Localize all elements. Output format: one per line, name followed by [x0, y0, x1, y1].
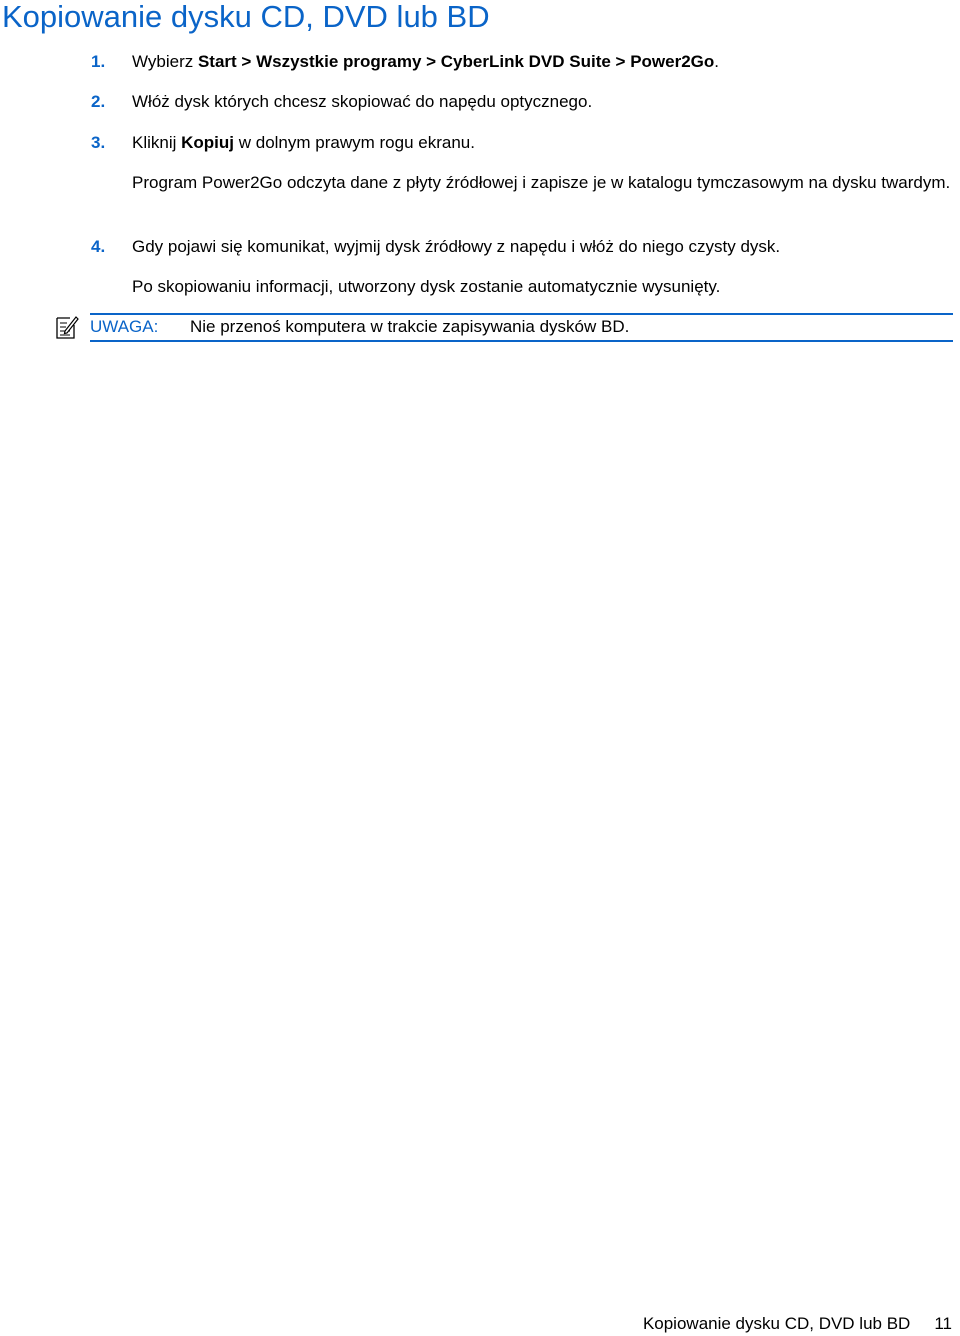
step-text-prefix: Wybierz	[132, 52, 198, 71]
step-text: Gdy pojawi się komunikat, wyjmij dysk źródłowy z napędu i włóż do niego czysty dysk.	[132, 237, 781, 256]
page-title: Kopiowanie dysku CD, DVD lub BD	[2, 0, 490, 34]
menu-path: Start > Wszystkie programy > CyberLink DVD Suite > Power2Go	[197, 52, 715, 71]
note-box	[55, 312, 953, 342]
step-number: 2.	[91, 92, 106, 111]
footer-section-title: Kopiowanie dysku CD, DVD lub BD	[642, 1314, 911, 1333]
step-number: 1.	[91, 52, 106, 71]
step-4-explanation: Po skopiowaniu informacji, utworzony dysk zostanie automatycznie wysunięty.	[132, 277, 721, 296]
note-top-rule	[90, 313, 953, 315]
step-3-explanation: Program Power2Go odczyta dane z płyty źródłowej i zapisze je w katalogu tymczasowym na dysku twardym.	[132, 173, 951, 192]
step-text: Włóż dysk których chcesz skopiować do napędu optycznego.	[132, 92, 593, 111]
button-name: Kopiuj	[181, 133, 235, 152]
step-text	[132, 51, 719, 72]
note-bottom-rule	[90, 340, 953, 342]
page-number: 11	[934, 1314, 952, 1333]
step-text-prefix: Kliknij	[132, 133, 182, 152]
step-text-suffix: .	[714, 52, 720, 71]
note-pencil-icon	[55, 314, 79, 340]
note-text: Nie przenoś komputera w trakcie zapisywania dysków BD.	[190, 317, 630, 336]
page-footer	[643, 1313, 952, 1334]
step-number: 4.	[91, 237, 106, 256]
step-number: 3.	[91, 133, 106, 152]
step-text-suffix: w dolnym prawym rogu ekranu.	[234, 133, 475, 152]
note-label: UWAGA:	[90, 317, 159, 336]
step-text	[132, 132, 475, 153]
